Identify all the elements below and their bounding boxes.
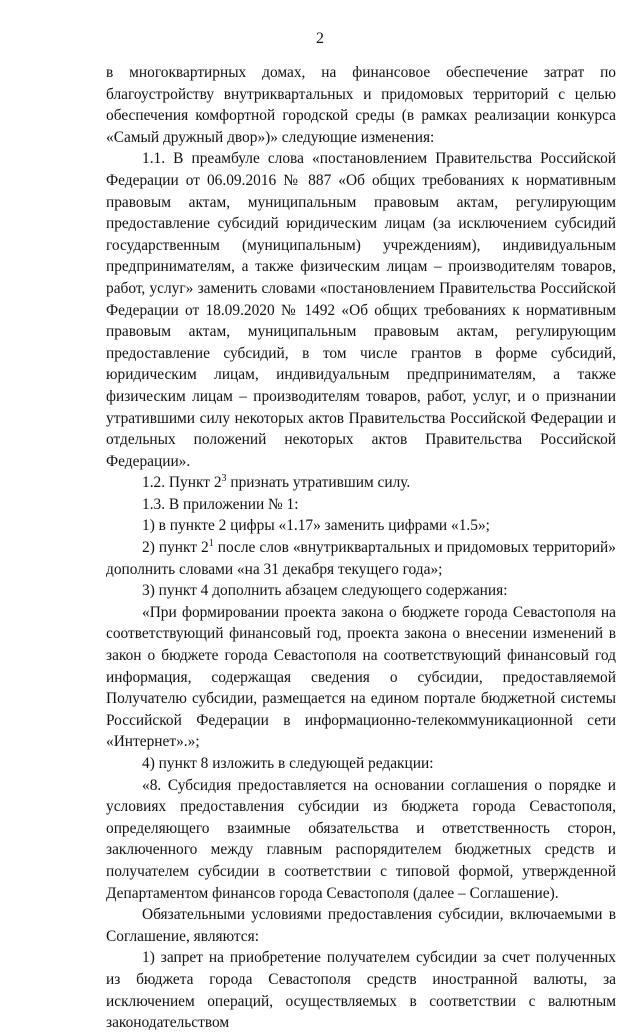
page-number: 2 [316,30,324,47]
list-item-4: 4) пункт 8 изложить в следующей редакции: [142,755,434,772]
document-body [106,62,616,1034]
list-item-3: 3) пункт 4 дополнить абзацем следующего содержания: [142,582,508,600]
quoted-paragraph-budget: «При формировании проекта закона о бюджете города Севастополя на соответствующий финансовый год, проекта закона о внесении изменений в закон о бюджете города Севастополя на соответствующий финансовый год информация, содержащая сведения о субсидии, предоставляемой Получателю субсидии, размещается на едином портале бюджетной системы Российской Федерации в информационно-телекоммуникационной сети «Интернет».»; [106,603,616,751]
paragraph-1-1: 1.1. В преамбуле слова «постановлением Правительства Российской Федерации от 06.09.2016 № 887 «Об общих требованиях к нормативным правовым актам, муниципальным правовым актам, регулирующим предоставление субсидий юридическим лицам (за исключением субсидий государственным (муниципальным) учреждениям), индивидуальным предпринимателям, а также физическим лицам – производителям товаров, работ, услуг» заменить словами «постановлением Правительства Российской Федерации от 18.09.2020 № 1492 «Об общих требованиях к нормативным правовым актам, муниципальным правовым актам, регулирующим предоставление субсидий, в том числе грантов в форме субсидий, юридическим лицам, индивидуальным предпринимателям, а также физическим лицам – производителям товаров, работ, услуг, и о признании утратившими силу некоторых актов Правительства Российской Федерации и отдельных положений некоторых актов Правительства Российской Федерации». [106,150,616,470]
paragraph-1-3: 1.3. В приложении № 1: [142,495,299,513]
list-item-1: 1) в пункте 2 цифры «1.17» заменить цифрами «1.5»; [142,517,490,535]
list-item-2-end: после слов «внутриквартальных и придомовых территорий» дополнить словами «на 31 декабря текущего года»; [106,539,616,578]
superscript: 3 [221,473,227,485]
paragraph-1-2-start: 1.2. Пункт 2 [142,474,222,492]
paragraph-conditions: Обязательными условиями предоставления субсидии, включаемыми в Соглашение, являются: [106,906,616,945]
superscript: 1 [208,538,214,550]
paragraph-continuation: в многоквартирных домах, на финансовое обеспечение затрат по благоустройству внутриквартальных и придомовых территорий с целью обеспечения комфортной городской среды (в рамках реализации конкурса «Самый дружный двор»)» следующие изменения: [106,64,616,146]
list-item-2 [106,537,616,580]
condition-item-1: 1) запрет на приобретение получателем субсидии за счет полученных из бюджета города Севастополя средств иностранной валюты, за исключением операций, осуществляемых в соответствии с валютным законодательством [106,949,616,1032]
paragraph-1-2-end: признать утратившим силу. [226,474,411,492]
paragraph-1-2 [106,472,616,494]
list-item-2-start: 2) пункт 2 [142,539,209,557]
quoted-paragraph-8: «8. Субсидия предоставляется на основании соглашения о порядке и условиях предоставления субсидии из бюджета города Севастополя, определяющего взаимные обязательства и ответственность сторон, заключенного между главным распорядителем бюджетных средств и получателем субсидии в соответствии с типовой формой, утвержденной Департаментом финансов города Севастополя (далее – Соглашение). [106,776,616,902]
